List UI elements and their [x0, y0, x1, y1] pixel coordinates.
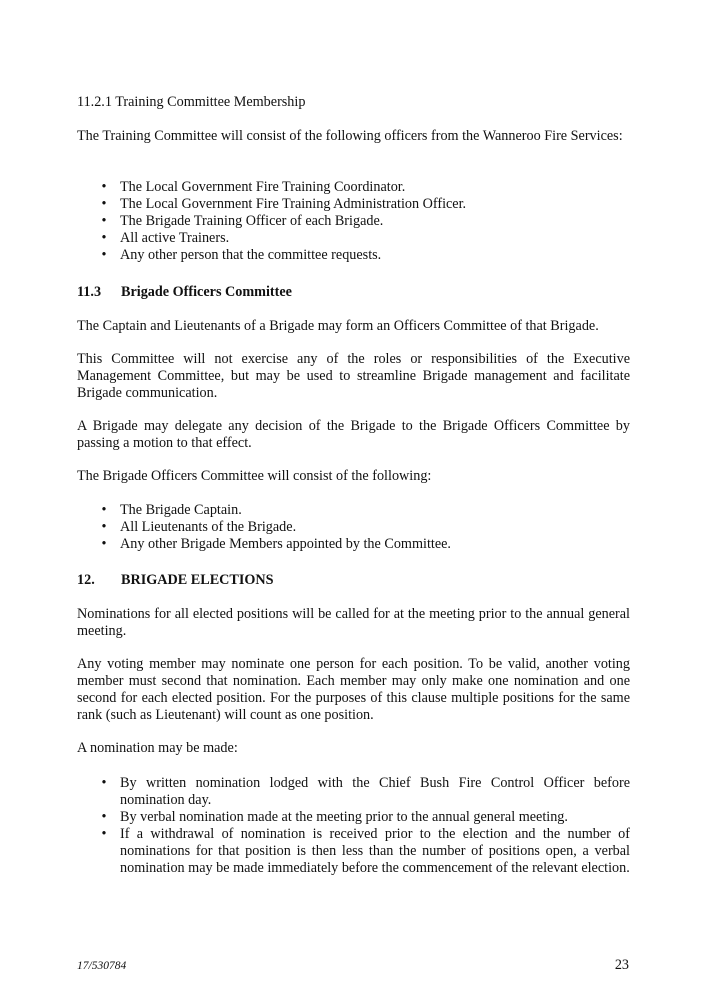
- paragraph-officers-1: The Captain and Lieutenants of a Brigade may form an Officers Committee of that Brigade.: [77, 318, 599, 334]
- paragraph-officers-2: This Committee will not exercise any of the roles or responsibilities of the Executive Management Committee, but may be used to streamline Brigade management and facilitate Brigade communication.: [77, 351, 630, 401]
- list-item: • By written nomination lodged with the Chief Bush Fire Control Officer before nomination day.: [0, 775, 630, 809]
- document-reference: 17/530784: [77, 960, 127, 972]
- bullet-icon: •: [101, 809, 107, 825]
- section-title: Brigade Officers Committee: [121, 284, 292, 300]
- bullet-icon: •: [101, 213, 107, 229]
- list-item: • The Brigade Training Officer of each Brigade.: [0, 213, 630, 230]
- paragraph-training-intro: The Training Committee will consist of the following officers from the Wanneroo Fire Services:: [77, 128, 623, 144]
- section-heading-11-3: [77, 284, 630, 301]
- list-item: • All active Trainers.: [0, 230, 630, 247]
- list-item: • The Local Government Fire Training Coordinator.: [0, 179, 630, 196]
- page-number: 23: [614, 957, 629, 973]
- section-number: 12.: [77, 572, 95, 588]
- paragraph-officers-3: A Brigade may delegate any decision of the Brigade to the Brigade Officers Committee by passing a motion to that effect.: [77, 418, 630, 451]
- bullet-icon: •: [101, 247, 107, 263]
- paragraph-elections-1: Nominations for all elected positions will be called for at the meeting prior to the annual general meeting.: [77, 606, 630, 639]
- paragraph-elections-2: Any voting member may nominate one person for each position. To be valid, another voting member must second that nomination. Each member may only make one nomination and one second for each elected position. For the purposes of this clause multiple positions for the same rank (such as Lieutenant) will count as one position.: [77, 656, 630, 723]
- bullet-icon: •: [101, 826, 107, 842]
- subsection-heading-11-2-1: 11.2.1 Training Committee Membership: [77, 94, 306, 110]
- section-heading-12: [77, 572, 630, 589]
- list-item: • Any other Brigade Members appointed by the Committee.: [0, 536, 630, 553]
- bullet-icon: •: [101, 536, 107, 552]
- list-item: • If a withdrawal of nomination is received prior to the election and the number of nominations for that position is then less than the number of positions open, a verbal nomination may be made immediately before the commencement of the relevant election.: [0, 826, 630, 877]
- nomination-methods-list: [0, 775, 630, 877]
- list-item: • All Lieutenants of the Brigade.: [0, 519, 630, 536]
- bullet-icon: •: [101, 519, 107, 535]
- list-item: • Any other person that the committee requests.: [0, 247, 630, 264]
- bullet-icon: •: [101, 502, 107, 518]
- section-title: BRIGADE ELECTIONS: [121, 572, 274, 588]
- training-members-list: [0, 179, 630, 264]
- paragraph-elections-3: A nomination may be made:: [77, 740, 238, 756]
- section-number: 11.3: [77, 284, 102, 300]
- paragraph-officers-4: The Brigade Officers Committee will consist of the following:: [77, 468, 432, 484]
- list-item: • By verbal nomination made at the meeting prior to the annual general meeting.: [0, 809, 630, 826]
- bullet-icon: •: [101, 179, 107, 195]
- bullet-icon: •: [101, 196, 107, 212]
- officers-members-list: [0, 502, 630, 553]
- list-item: • The Local Government Fire Training Administration Officer.: [0, 196, 630, 213]
- list-item: • The Brigade Captain.: [0, 502, 630, 519]
- bullet-icon: •: [101, 230, 107, 246]
- bullet-icon: •: [101, 775, 107, 791]
